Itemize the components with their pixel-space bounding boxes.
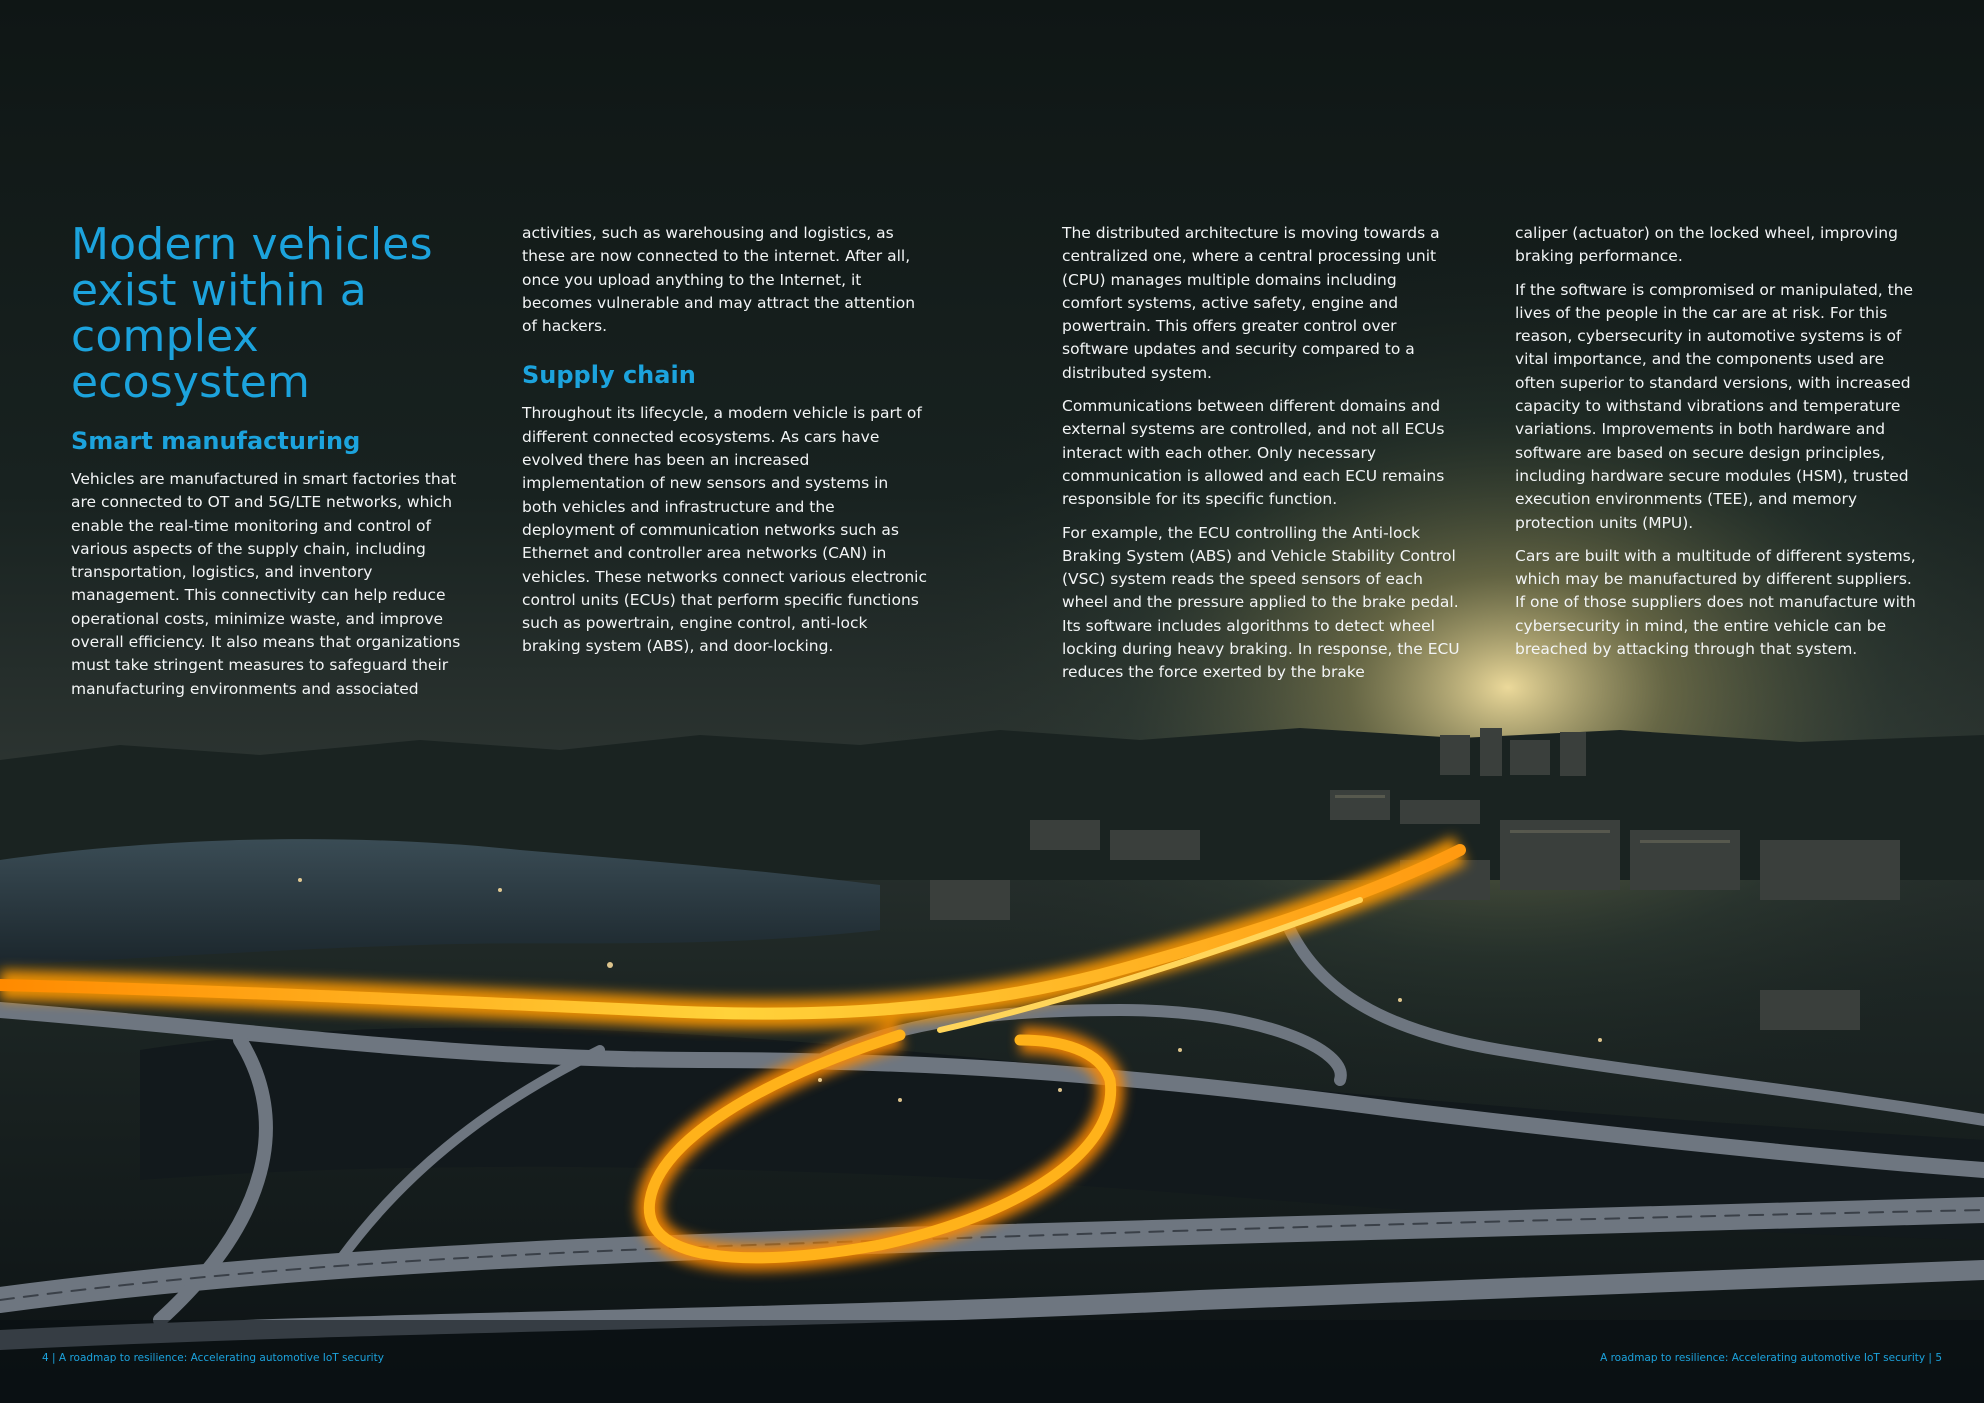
smart-manufacturing-heading: Smart manufacturing — [71, 427, 361, 455]
footer-left — [42, 1352, 384, 1364]
footer-title-left: A roadmap to resilience: Accelerating automotive IoT security — [58, 1352, 384, 1364]
right-column-2 — [1515, 222, 1920, 671]
suppliers-paragraph: Cars are built with a multitude of different systems, which may be manufactured by different suppliers. If one of those suppliers does not manufacture with cybersecurity in mind, the entire vehicle can be breached by attacking through that system. — [1515, 546, 1916, 659]
software-risk-paragraph: If the software is compromised or manipulated, the lives of the people in the car are at risk. For this reason, cybersecurity in automotive systems is of vital importance, and the components used are often superior to standard versions, with increased capacity to withstand vibrations and temperature variations. Improvements in both hardware and software are based on secure design principles, including hardware secure modules (HSM), trusted execution environments (TEE), and memory protection units (MPU). — [1515, 280, 1914, 532]
footer-separator-right: | — [1928, 1352, 1932, 1364]
footer-separator-left: | — [52, 1352, 56, 1364]
footer-right — [1600, 1352, 1942, 1364]
page-number-left: 4 — [42, 1352, 49, 1364]
supply-chain-heading: Supply chain — [522, 361, 696, 390]
communications-paragraph: Communications between different domains and external systems are controlled, and not all ECUs interact with each other. Only necessary communication is allowed and each ECU remains responsible for its specific function. — [1062, 397, 1445, 509]
page-number-right: 5 — [1935, 1352, 1942, 1364]
supply-chain-paragraph: Throughout its lifecycle, a modern vehicle is part of different connected ecosystems. As cars have evolved there has been an increased implementation of new sensors and systems in both vehicles and infrastructure and the deployment of communication networks such as Ethernet and controller area networks (CAN) in vehicles. These networks connect various electronic control units (ECUs) that perform specific functions such as powertrain, engine control, anti-lock braking system (ABS), and door-locking. — [522, 404, 927, 656]
continuation-paragraph: activities, such as warehousing and logistics, as these are now connected to the internet. After all, once you upload anything to the Internet, it becomes vulnerable and may attract the attention of hackers. — [522, 224, 916, 336]
abs-example-paragraph: For example, the ECU controlling the Anti-lock Braking System (ABS) and Vehicle Stability Control (VSC) system reads the speed sensors of each wheel and the pressure applied to the brake pedal. Its software includes algorithms to detect wheel locking during heavy braking. In response, the ECU reduces the force exerted by the brake — [1062, 523, 1460, 682]
page-title: Modern vehicles exist within a complex ecosystem — [71, 219, 433, 408]
footer-title-right: A roadmap to resilience: Accelerating automotive IoT security — [1600, 1352, 1926, 1364]
right-column-1 — [1062, 222, 1462, 695]
architecture-paragraph: The distributed architecture is moving towards a centralized one, where a central processing unit (CPU) manages multiple domains including comfort systems, active safety, engine and powertrain. This offers greater control over software updates and security compared to a distributed system. — [1062, 224, 1440, 382]
caliper-paragraph: caliper (actuator) on the locked wheel, improving braking performance. — [1515, 224, 1898, 266]
smart-manufacturing-paragraph: Vehicles are manufactured in smart factories that are connected to OT and 5G/LTE networks, which enable the real-time monitoring and control of various aspects of the supply chain, including transportation, logistics, and inventory management. This connectivity can help reduce operational costs, minimize waste, and improve overall efficiency. It also means that organizations must take stringent measures to safeguard their manufacturing environments and associated — [71, 470, 461, 698]
left-column-2 — [522, 222, 927, 669]
left-column-1 — [71, 219, 471, 711]
